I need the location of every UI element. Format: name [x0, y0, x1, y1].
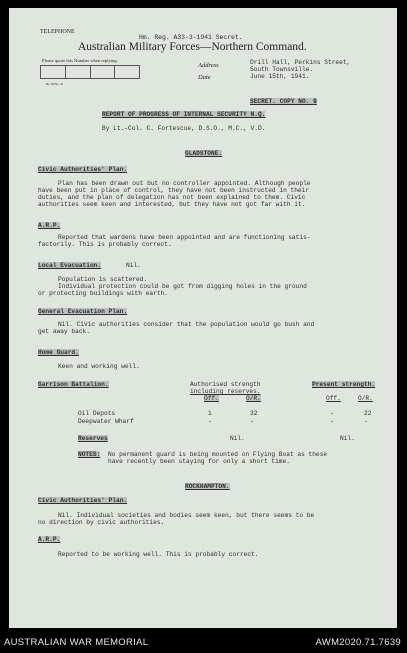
text-line: no direction by civic authorities.: [38, 519, 165, 526]
text-line: No permanent guard is being mounted on Flying Boat as these: [108, 451, 328, 458]
authorised-strength-subheader: including reserves.: [190, 388, 261, 395]
section-rockhampton: ROCKHAMPTON.: [185, 483, 230, 490]
text-line: or protecting buildings with earth.: [38, 290, 168, 297]
reserves-label: Reserves: [78, 435, 108, 442]
table-cell: -: [330, 410, 334, 417]
table-cell: -: [250, 418, 254, 425]
reserves-present: Nil.: [340, 435, 355, 442]
letterhead-title: Australian Military Forces—Northern Command.: [78, 41, 307, 53]
text-line: have recently been staying for only a short time.: [108, 458, 290, 465]
form-number: Br 5679—8: [46, 82, 63, 86]
footer-bar: [0, 632, 407, 653]
local-evacuation-value: Nil.: [126, 262, 141, 269]
arp-heading-rockhampton: A.R.P.: [38, 536, 61, 543]
col-or-present: O/R.: [358, 395, 373, 402]
text-line: get away back.: [38, 328, 90, 335]
date-value: June 15th, 1941.: [250, 73, 310, 80]
table-cell: 22: [364, 410, 372, 417]
text-line: Reported that wardens have been appointed and are functioning satis-: [58, 234, 311, 241]
text-line: duties, and the plan of delegation has not been explained to them. Civic: [38, 194, 306, 201]
arp-heading: A.R.P.: [38, 222, 61, 229]
authorised-strength-header: Authorised strength: [190, 381, 261, 388]
address-line-2: South Townsville.: [250, 66, 314, 73]
footer-accession-number: AWM2020.71.7639: [315, 637, 401, 648]
present-strength-header: Present strength.: [312, 381, 376, 388]
reg-number: Hm. Reg. A33-3-1941 Secret.: [139, 34, 243, 41]
reference-box: [40, 65, 140, 79]
address-label: Address: [198, 62, 219, 69]
civic-heading-rockhampton: Civic Authorities' Plan.: [38, 497, 128, 504]
text-line: authorities seem keen and interested, but they have not got far with it.: [38, 201, 306, 208]
table-cell: -: [208, 418, 212, 425]
home-guard-heading: Home Guard.: [38, 349, 79, 356]
address-line-1: Drill Hall, Perkins Street,: [250, 59, 351, 66]
quote-note: Please quote this Number when replying.: [42, 58, 118, 63]
table-cell: 1: [208, 410, 212, 417]
telephone-label: TELEPHONE: [40, 29, 75, 35]
document-page: [9, 8, 397, 628]
text-line: have been put in place of control, they have not been instructed in their: [38, 187, 310, 194]
table-row-name: Deepwater Wharf: [78, 418, 134, 425]
text-line: factorily. This is probably correct.: [38, 241, 172, 248]
table-cell: -: [364, 418, 368, 425]
arp-text-rockhampton: Reported to be working well. This is probably correct.: [58, 551, 259, 558]
date-label: Date: [198, 74, 211, 81]
section-gladstone: GLADSTONE.: [185, 150, 223, 157]
col-offr-authorised: Off.: [204, 395, 219, 402]
report-title: REPORT OF PROGRESS OF INTERNAL SECURITY N.Q.: [102, 111, 266, 118]
col-or-authorised: O/R.: [246, 395, 261, 402]
report-author: By Lt.-Col. C. Fortescue, D.S.O., M.C., V.D.: [102, 125, 266, 132]
local-evacuation-heading: Local Evacuation.: [38, 262, 102, 269]
text-line: Nil. Civic authorities consider that the population would go bush and: [58, 321, 315, 328]
general-evacuation-heading: General Evacuation Plan.: [38, 308, 128, 315]
reserves-authorised: Nil.: [230, 435, 245, 442]
table-cell: 32: [250, 410, 258, 417]
civic-heading: Civic Authorities' Plan.: [38, 166, 128, 173]
table-row-name: Oil Depots: [78, 410, 116, 417]
garrison-heading: Garrison Battalion.: [38, 381, 109, 388]
text-line: Population is scattered.: [58, 276, 148, 283]
text-line: Nil. Individual societies and bodies seem keen, but there seems to be: [58, 512, 315, 519]
notes-label: NOTES:: [78, 451, 101, 458]
secret-copy-no: SECRET. COPY NO. 9: [250, 98, 317, 105]
col-offr-present: Off.: [326, 395, 341, 402]
home-guard-text: Keen and working well.: [58, 363, 140, 370]
footer-institution: AUSTRALIAN WAR MEMORIAL: [4, 637, 149, 648]
text-line: Plan has been drawn out but no controller appointed. Although people: [58, 180, 311, 187]
text-line: Individual protection could be got from digging holes in the ground: [58, 283, 307, 290]
table-cell: -: [330, 418, 334, 425]
